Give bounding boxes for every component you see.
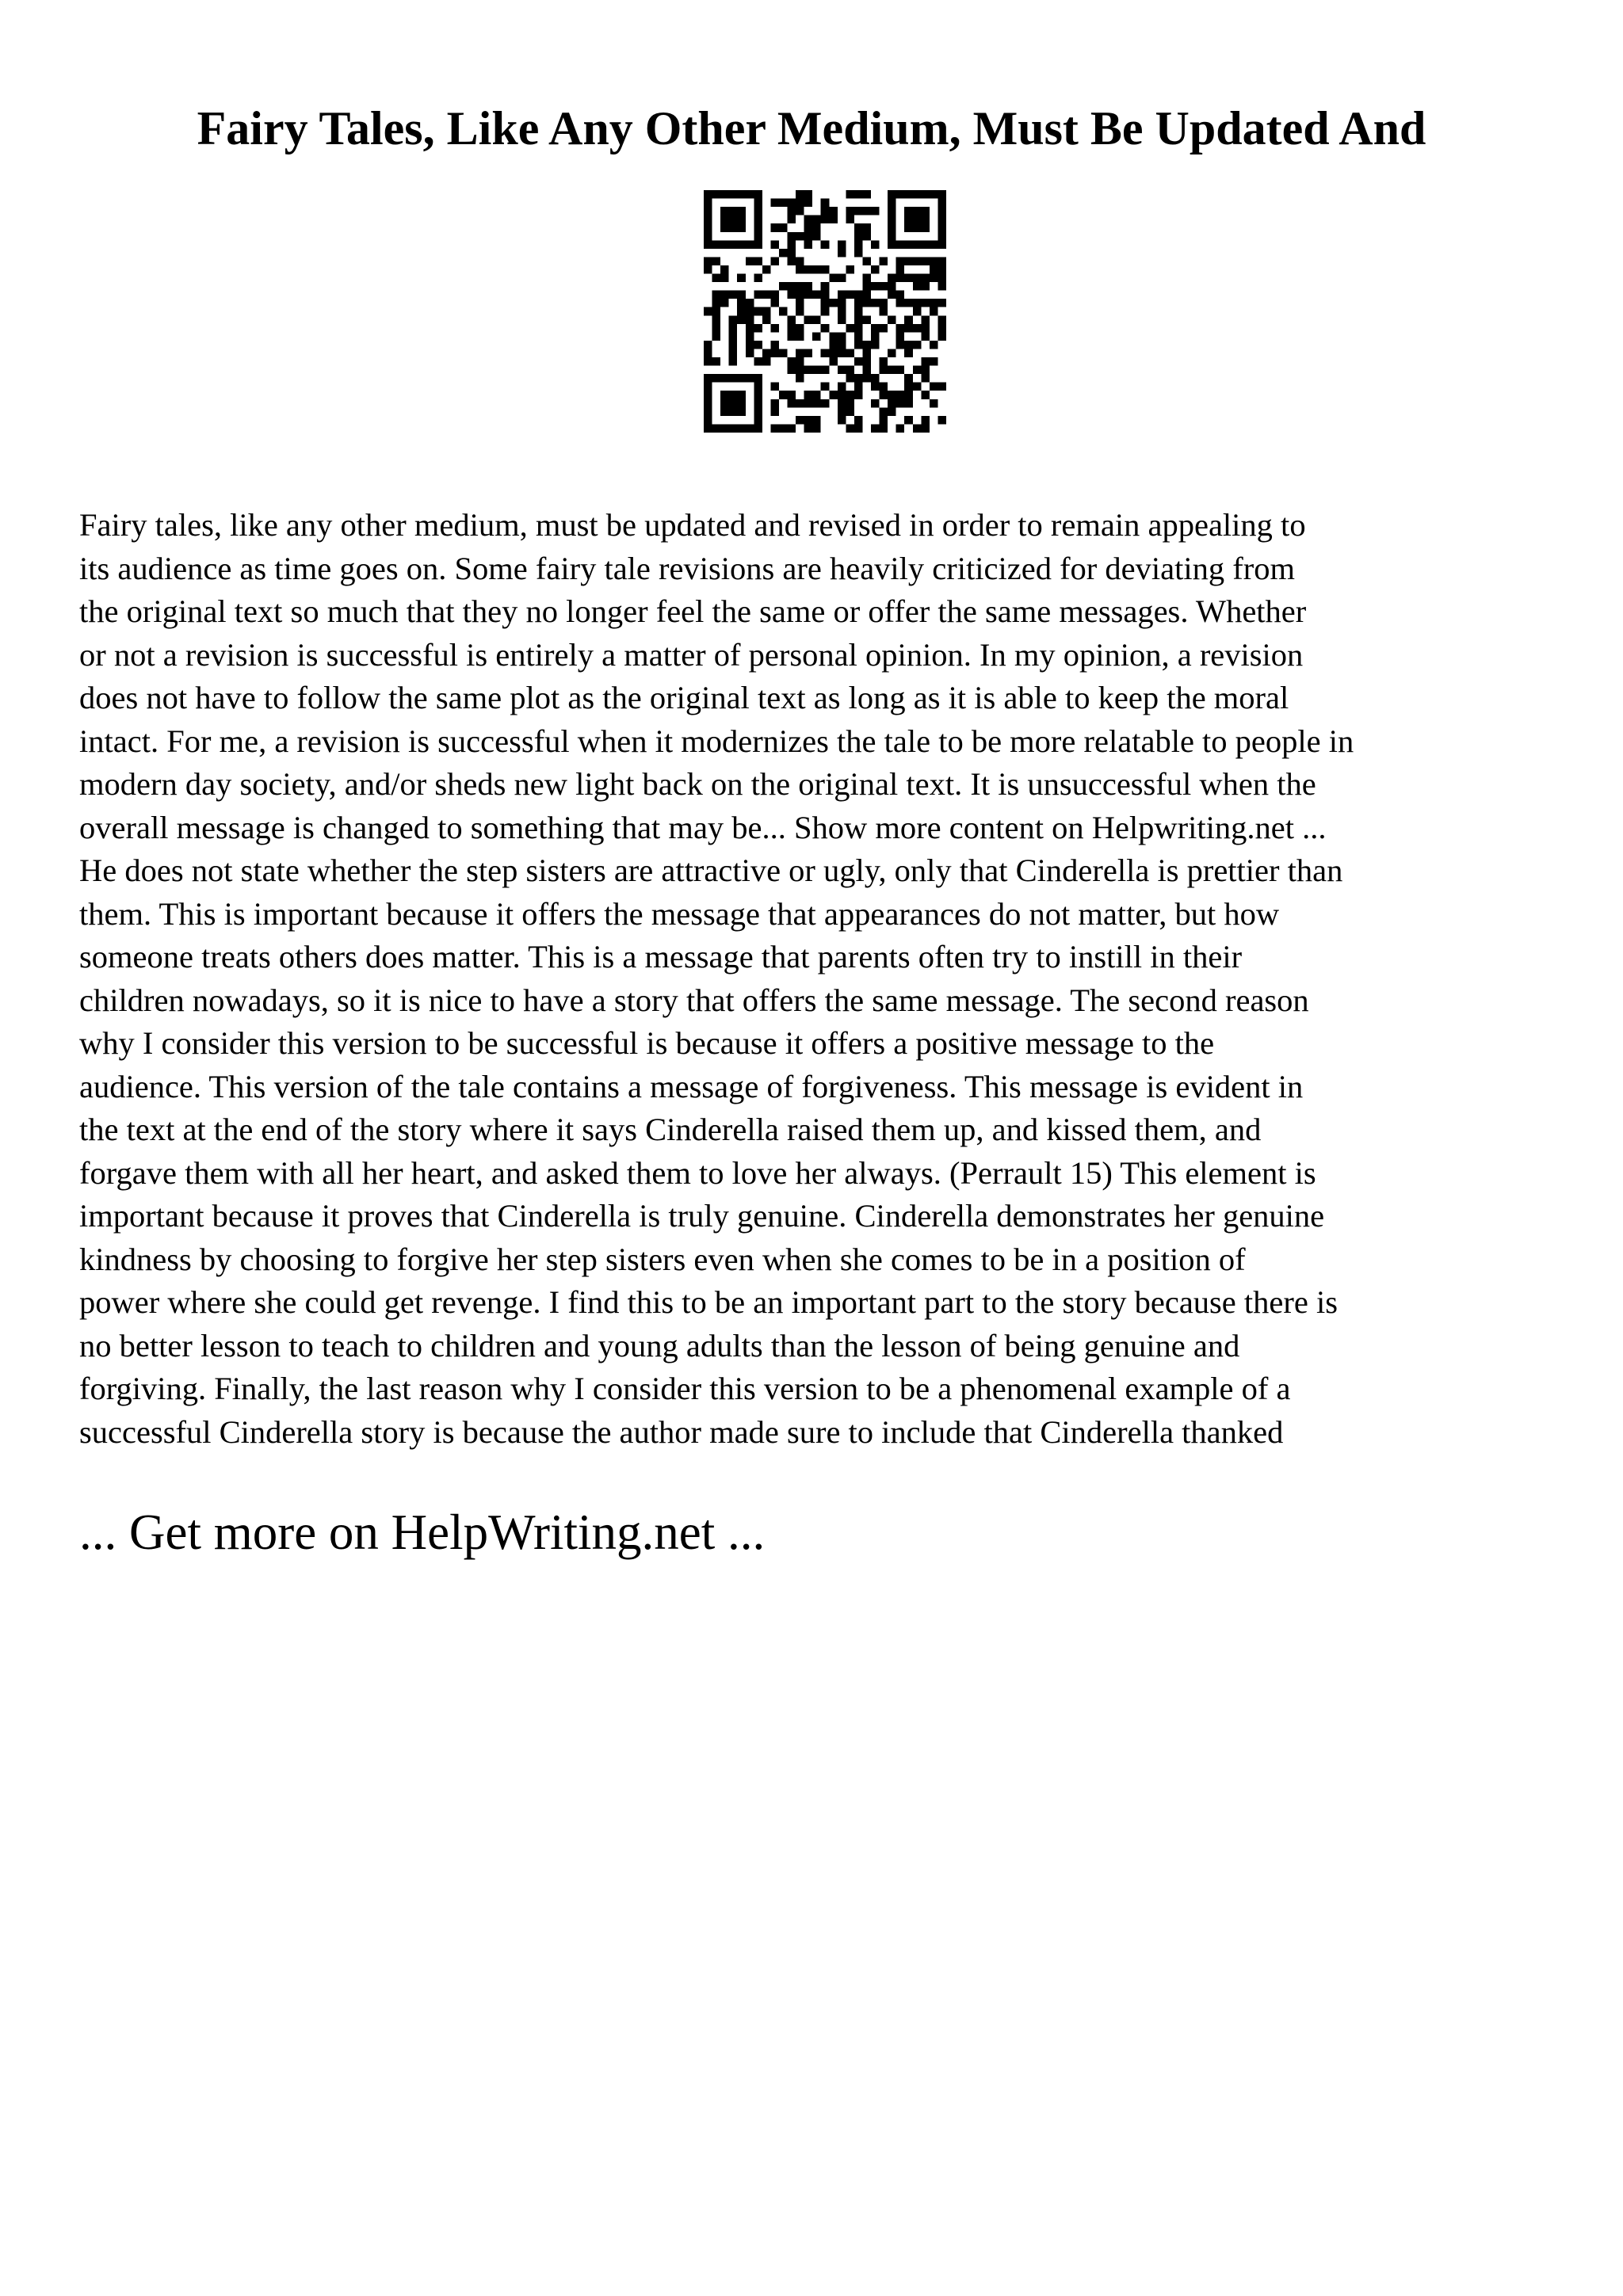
body-line: its audience as time goes on. Some fairy tale revisions are heavily criticized for deviating from [79,550,1295,586]
body-line: the original text so much that they no longer feel the same or offer the same messages. Whether [79,593,1307,629]
body-line: or not a revision is successful is entirely a matter of personal opinion. In my opinion, a revision [79,636,1304,673]
body-line: modern day society, and/or sheds new light back on the original text. It is unsuccessful when the [79,766,1316,802]
body-line: why I consider this version to be successful is because it offers a positive message to the [79,1025,1215,1061]
body-line: kindness by choosing to forgive her step sisters even when she comes to be in a position of [79,1241,1246,1277]
body-line: does not have to follow the same plot as the original text as long as it is able to keep the moral [79,680,1289,715]
body-line: Fairy tales, like any other medium, must be updated and revised in order to remain appealing to [79,507,1306,543]
body-line: overall message is changed to something that may be... Show more content on Helpwriting.net ... [79,809,1327,845]
body-line: no better lesson to teach to children and young adults than the lesson of being genuine and [79,1327,1240,1363]
body-line: intact. For me, a revision is successful when it modernizes the tale to be more relatable to people in [79,723,1354,759]
body-line: important because it proves that Cinderella is truly genuine. Cinderella demonstrates her genuine [79,1198,1325,1234]
qr-code-icon[interactable] [704,190,946,433]
document-body [79,504,1569,1454]
body-line: audience. This version of the tale contains a message of forgiveness. This message is evident in [79,1068,1304,1104]
body-line: children nowadays, so it is nice to have a story that offers the same message. The second reason [79,982,1309,1018]
body-line: someone treats others does matter. This is a message that parents often try to instill in their [79,939,1243,974]
body-line: them. This is important because it offers the message that appearances do not matter, but how [79,895,1280,932]
get-more-link[interactable]: ... Get more on HelpWriting.net ... [79,1505,766,1560]
body-line: successful Cinderella story is because the author made sure to include that Cinderella thanked [79,1413,1284,1450]
body-line: power where she could get revenge. I find this to be an important part to the story because there is [79,1284,1338,1320]
body-line: the text at the end of the story where it says Cinderella raised them up, and kissed them, and [79,1112,1262,1147]
document-title: Fairy Tales, Like Any Other Medium, Must Be Updated And [197,102,1426,154]
body-line: forgiving. Finally, the last reason why I consider this version to be a phenomenal example of a [79,1371,1291,1406]
body-line: He does not state whether the step sisters are attractive or ugly, only that Cinderella is prettier than [79,852,1343,888]
body-line: forgave them with all her heart, and asked them to love her always. (Perrault 15) This element is [79,1154,1316,1191]
